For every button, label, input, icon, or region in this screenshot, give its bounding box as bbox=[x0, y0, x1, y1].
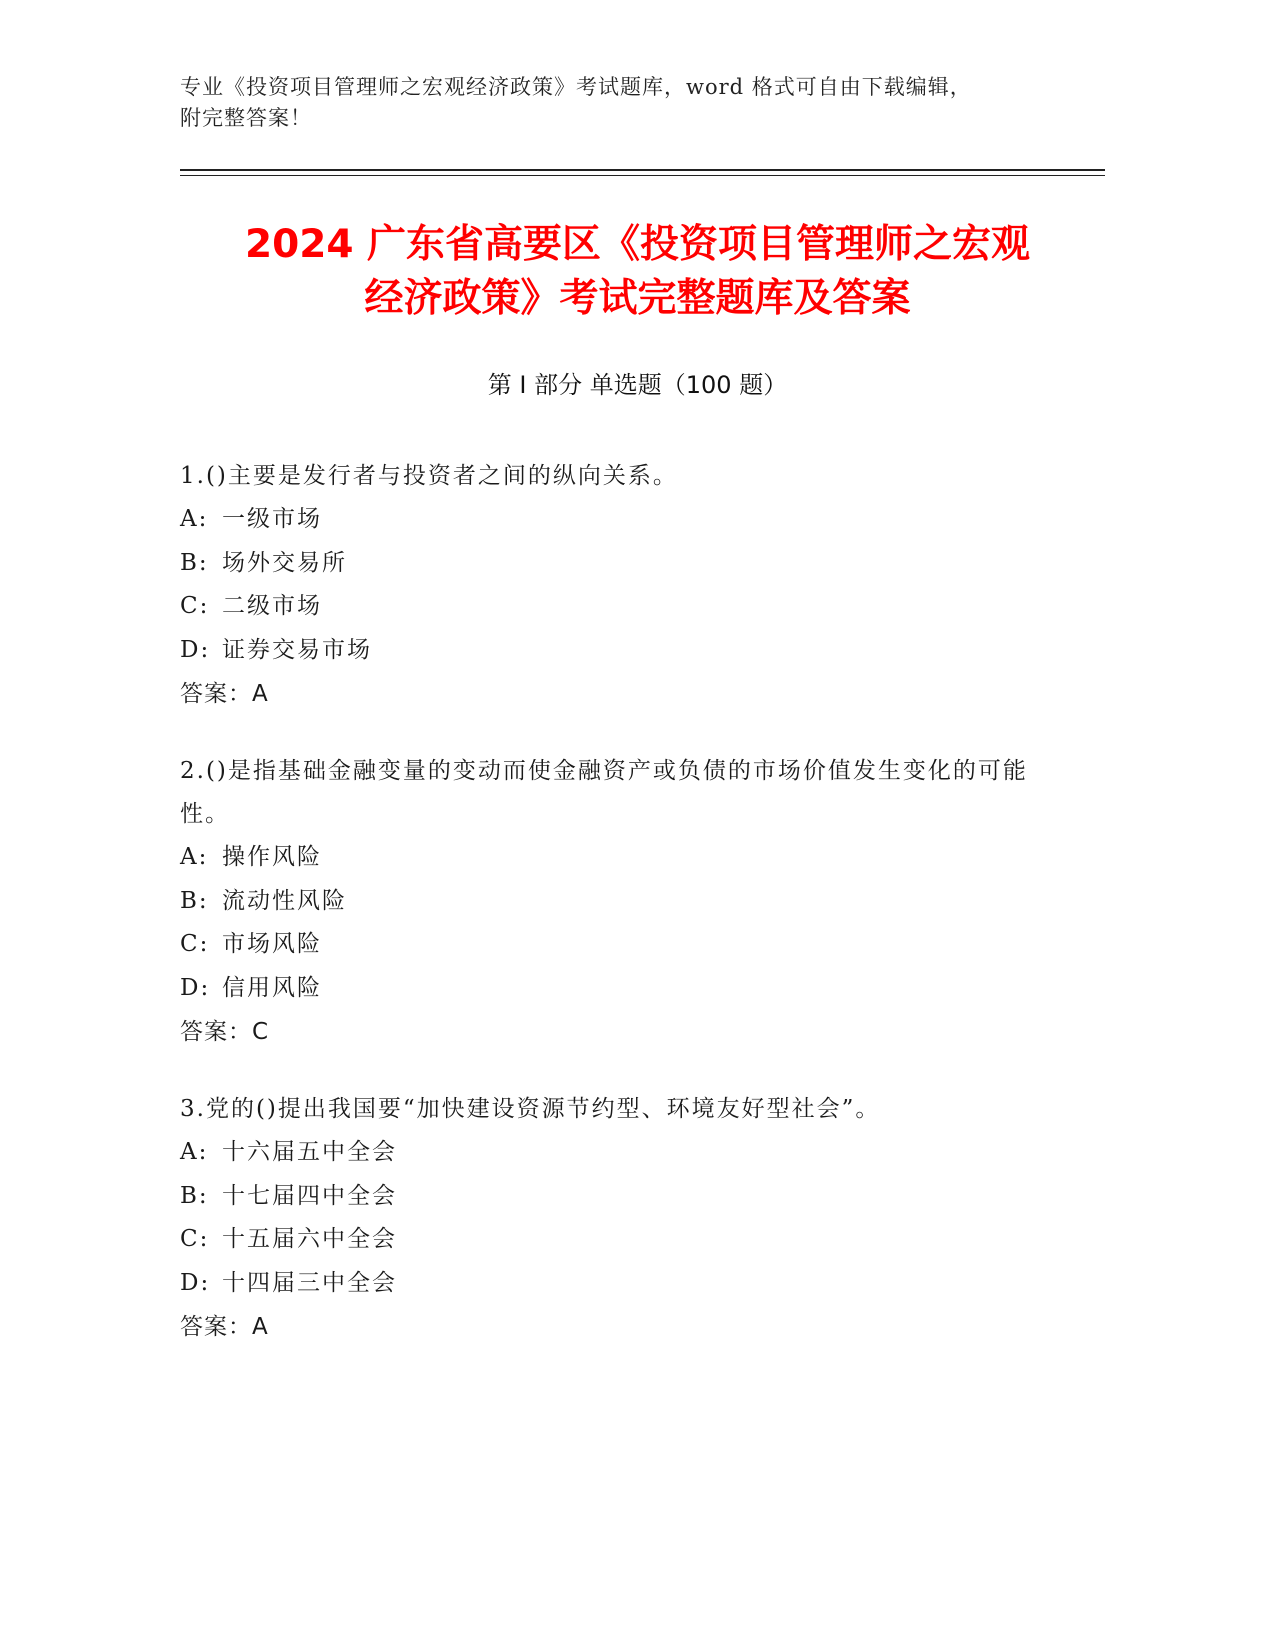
option-letter: B: bbox=[180, 887, 209, 914]
option-text: 场外交易所 bbox=[222, 549, 347, 576]
option-text: 流动性风险 bbox=[222, 887, 347, 914]
option-b bbox=[180, 880, 1040, 924]
option-b bbox=[180, 1175, 1040, 1219]
header-note bbox=[180, 72, 1060, 134]
option-text: 十五届六中全会 bbox=[222, 1226, 397, 1252]
question-item bbox=[180, 1088, 1040, 1349]
option-a bbox=[180, 836, 1040, 880]
document-title-line-2: 经济政策》考试完整题库及答案 bbox=[364, 276, 911, 321]
question-stem: 3.党的()提出我国要“加快建设资源节约型、环境友好型社会”。 bbox=[180, 1096, 881, 1122]
option-text: 二级市场 bbox=[222, 593, 322, 619]
question-item bbox=[180, 750, 1040, 1054]
answer-line: 答案：C bbox=[180, 1019, 270, 1045]
option-letter: C: bbox=[180, 1226, 210, 1252]
option-d bbox=[180, 967, 1040, 1011]
option-letter: A: bbox=[180, 1139, 209, 1165]
option-c bbox=[180, 585, 1040, 629]
option-text: 十六届五中全会 bbox=[222, 1139, 397, 1165]
option-letter: B: bbox=[180, 549, 209, 576]
header-divider-thick bbox=[180, 169, 1105, 171]
question-item bbox=[180, 455, 1040, 716]
option-b bbox=[180, 542, 1040, 586]
option-letter: D: bbox=[180, 636, 211, 663]
option-d bbox=[180, 629, 1040, 673]
header-note-line-1: 专业《投资项目管理师之宏观经济政策》考试题库，word 格式可自由下载编辑， bbox=[180, 75, 972, 99]
option-letter: D: bbox=[180, 1269, 211, 1296]
option-letter: A: bbox=[180, 844, 209, 870]
option-letter: D: bbox=[180, 974, 211, 1001]
question-stem: 1.()主要是发行者与投资者之间的纵向关系。 bbox=[180, 463, 678, 489]
option-text: 十七届四中全会 bbox=[222, 1182, 397, 1209]
option-letter: B: bbox=[180, 1182, 209, 1209]
option-c bbox=[180, 923, 1040, 967]
option-text: 十四届三中全会 bbox=[222, 1269, 397, 1296]
option-a bbox=[180, 498, 1040, 542]
answer-line: 答案：A bbox=[180, 1314, 269, 1340]
option-letter: C: bbox=[180, 931, 210, 957]
option-a bbox=[180, 1131, 1040, 1175]
option-letter: C: bbox=[180, 593, 210, 619]
option-text: 操作风险 bbox=[222, 844, 322, 870]
header-divider-thin bbox=[180, 175, 1105, 176]
document-title-line-1: 2024 广东省高要区《投资项目管理师之宏观 bbox=[244, 222, 1031, 267]
option-letter: A: bbox=[180, 506, 209, 532]
option-text: 信用风险 bbox=[222, 974, 322, 1001]
question-stem: 2.()是指基础金融变量的变动而使金融资产或负债的市场价值发生变化的可能性。 bbox=[180, 758, 1028, 827]
option-text: 证券交易市场 bbox=[222, 636, 372, 663]
option-c bbox=[180, 1218, 1040, 1262]
answer-line: 答案：A bbox=[180, 681, 269, 707]
document-title bbox=[150, 218, 1125, 326]
option-text: 一级市场 bbox=[222, 506, 322, 532]
option-text: 市场风险 bbox=[222, 931, 322, 957]
header-note-line-2: 附完整答案！ bbox=[180, 106, 312, 130]
section-heading: 第 I 部分 单选题（100 题） bbox=[487, 371, 788, 399]
option-d bbox=[180, 1262, 1040, 1306]
question-list bbox=[180, 455, 1040, 1383]
